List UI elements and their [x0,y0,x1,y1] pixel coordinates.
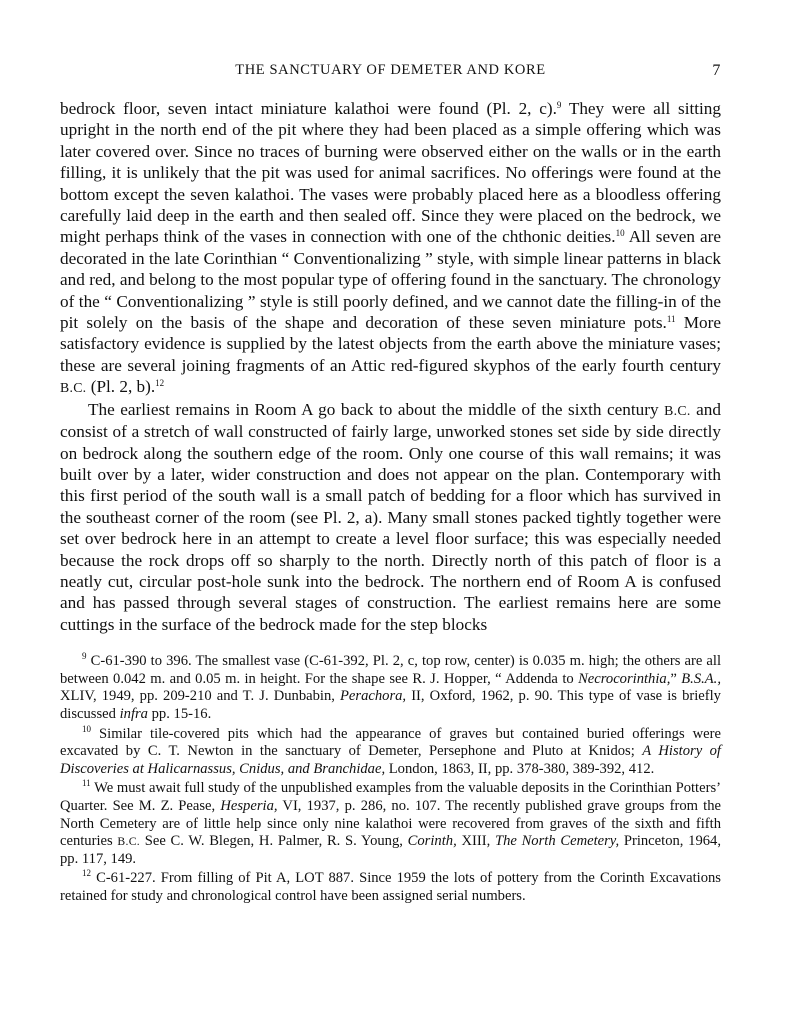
footnote-9: $^9$ C-61-390 to 396. The smallest vase (C-61-392, Pl. 2, c, top row, center) is 0.035 m. high; the others are all between 0.042 m. and 0.05 m. in height. For the shape see R. J. Hopper, “ Addenda to Necrocorinthia,” B.S.A., XLIV, 1949, pp. 209-210 and T. J. Dunbabin, Perachora, II, Oxford, 1962, p. 90. This type of vase is briefly discussed infra pp. 15-16. [60,651,721,722]
era-abbrev: B.C. [60,380,87,396]
footnote-12: $^{12}$ C-61-227. From filling of Pit A, LOT 887. Since 1959 the lots of pottery from the Corinth Excavations retained for study and chronological control have been assigned serial numbers. [60,868,721,904]
footnotes [60,653,721,905]
paragraph-1: bedrock floor, seven intact miniature kalathoi were found (Pl. 2, c).$^9$ They were all sitting upright in the north end of the pit where they had been placed as a simple offering which was later covered over. Since no traces of burning were observed either on the walls or in the earth filling, it is unlikely that the pit was used for animal sacrifices. No offerings were found at the bottom except the seven kalathoi. The vases were probably placed here as a bloodless offering carefully laid deep in the earth and then sealed off. Since they were placed on the bedrock, we might perhaps think of the vases in connection with one of the chthonic deities.$^{10}$ All seven are decorated in the late Corinthian “ Conventionalizing ” style, with simple linear patterns in black and red, and belong to the most popular type of offering found in the sanctuary. The chronology of the “ Conventionalizing ” style is still poorly defined, and we cannot date the filling-in of the pit solely on the basis of the shape and decoration of these seven miniature pots.$^{11}$ More satisfactory evidence is supplied by the latest objects from the earth above the miniature vases; these are several joining fragments of an Attic red-figured skyphos of the early fourth century B.C. (Pl. 2, b).$^{12}$ [60,99,721,397]
page-number: 7 [712,62,721,79]
page [60,62,721,907]
footnote-mark: 10 [82,723,91,734]
footnote-mark: 12 [82,868,91,879]
running-head [60,62,721,86]
footnote-ref-12[interactable]: 12 [155,378,165,389]
footnote-mark: 9 [82,651,87,662]
footnote-ref-9[interactable]: 9 [556,100,562,110]
footnote-mark: 11 [82,778,91,789]
footnote-ref-10[interactable]: 10 [615,228,625,239]
footnote-10: $^{10}$ Similar tile-covered pits which had the appearance of graves but contained buried offerings were excavated by C. T. Newton in the sanctuary of Demeter, Persephone and Pluto at Knidos; A History of Discoveries at Halicarnassus, Cnidus, and Branchidae, London, 1863, II, pp. 378-380, 389-392, 412. [60,723,721,777]
running-title: THE SANCTUARY OF DEMETER AND KORE [235,62,546,78]
body-text [60,98,721,635]
footnote-ref-11[interactable]: 11 [666,314,676,325]
era-abbrev: B.C. [664,402,691,418]
footnote-11: $^{11}$ We must await full study of the unpublished examples from the valuable deposits in the Corinthian Potters’ Quarter. See M. Z. Pease, Hesperia, VI, 1937, p. 286, no. 107. The recently published grave groups from the North Cemetery are of little help since only nine kalathoi were recovered from graves of the sixth and fifth centuries B.C. See C. W. Blegen, H. Palmer, R. S. Young, Corinth, XIII, The North Cemetery, Princeton, 1964, pp. 117, 149. [60,778,721,867]
paragraph-2: The earliest remains in Room A go back to about the middle of the sixth century B.C. and consist of a stretch of wall constructed of fairly large, unworked stones set side by side directly on bedrock along the southern edge of the room. Only one course of this wall remains; it was built over by a later, wider construction and does not appear on the plan. Contemporary with this first period of the south wall is a small patch of bedding for a floor which has survived in the southeast corner of the room (see Pl. 2, a). Many small stones packed tightly together were set over bedrock here in an attempt to create a level floor surface; this was especially needed because the rock drops off so sharply to the north. Directly north of this patch of floor is a neatly cut, circular post-hole sunk into the bedrock. The northern end of Room A is confused and has passed through several stages of construction. The earliest remains here are some cuttings in the surface of the bedrock made for the step blocks [60,399,721,634]
